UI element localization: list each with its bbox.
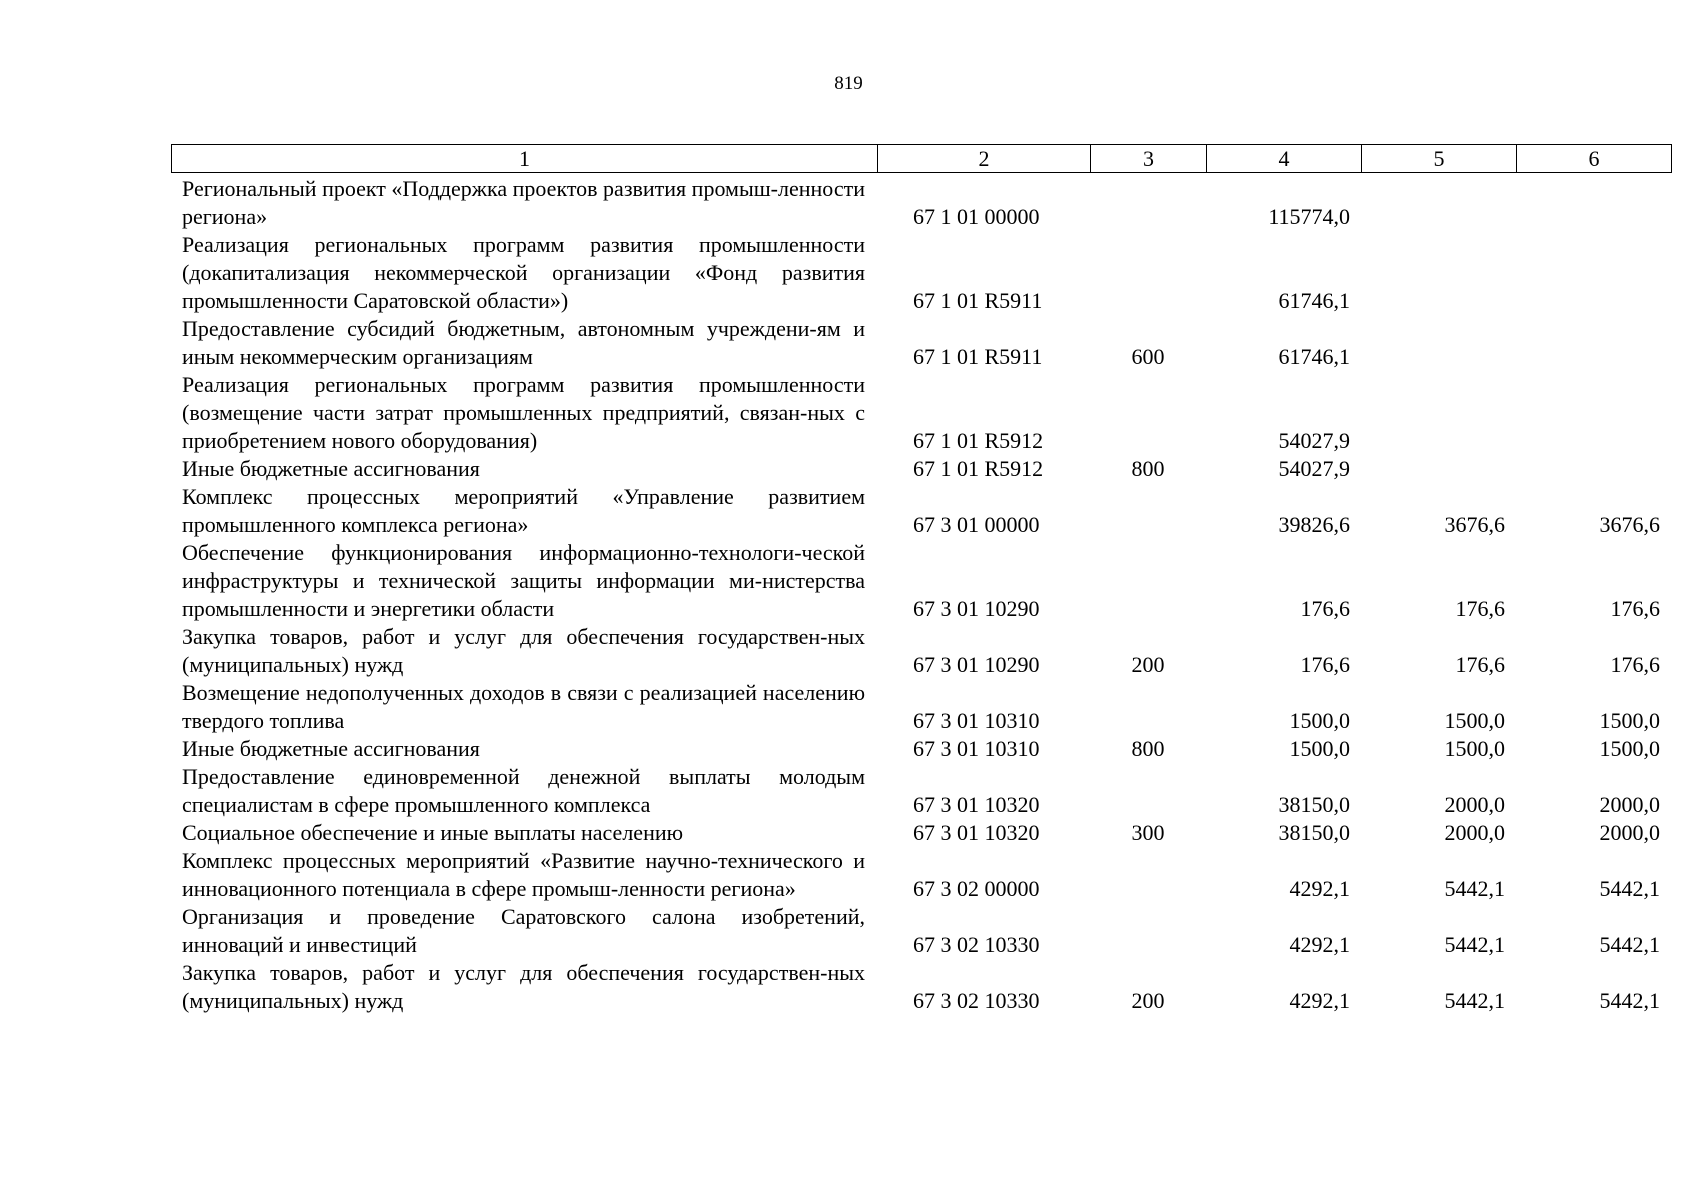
target-code: 67 3 01 10290 [913, 652, 1040, 677]
expense-type: 200 [1131, 652, 1165, 677]
column-header-1: 1 [172, 145, 878, 173]
table-row [171, 847, 1671, 903]
amount-col5: 5442,1 [1444, 876, 1505, 901]
amount-col4: 1500,0 [1289, 708, 1350, 733]
column-header-5: 5 [1362, 145, 1517, 173]
target-code: 67 1 01 R5912 [913, 456, 1044, 481]
expense-type [1090, 539, 1206, 623]
item-name: Организация и проведение Саратовского салона изобретений, инноваций и инвестиций [182, 904, 865, 957]
column-header-4: 4 [1207, 145, 1362, 173]
target-code: 67 3 01 00000 [913, 512, 1040, 537]
amount-col6: 176,6 [1610, 596, 1660, 621]
amount-col4: 176,6 [1300, 596, 1350, 621]
amount-col5: 5442,1 [1444, 988, 1505, 1013]
table-row [171, 371, 1671, 455]
item-name: Закупка товаров, работ и услуг для обеспечения государствен-ных (муниципальных) нужд [182, 960, 865, 1013]
amount-col6: 5442,1 [1599, 988, 1660, 1013]
expense-type: 800 [1131, 736, 1165, 761]
amount-col6: 1500,0 [1599, 736, 1660, 761]
amount-col4: 38150,0 [1278, 792, 1350, 817]
amount-col6 [1516, 315, 1671, 371]
expense-type [1090, 903, 1206, 959]
budget-table-body [171, 175, 1671, 1015]
amount-col5 [1361, 455, 1516, 483]
item-name: Социальное обеспечение и иные выплаты населению [182, 820, 684, 845]
target-code: 67 3 02 10330 [913, 988, 1040, 1013]
amount-col4: 176,6 [1300, 652, 1350, 677]
amount-col5 [1361, 231, 1516, 315]
amount-col6: 2000,0 [1599, 820, 1660, 845]
amount-col6 [1516, 231, 1671, 315]
amount-col4: 39826,6 [1278, 512, 1350, 537]
item-name: Комплекс процессных мероприятий «Развитие научно-технического и инновационного потенциала в сфере промыш-ленности региона» [182, 848, 865, 901]
item-name: Иные бюджетные ассигнования [182, 736, 480, 761]
table-row [171, 763, 1671, 819]
column-header-row [172, 145, 1672, 173]
table-row [171, 623, 1671, 679]
amount-col4: 4292,1 [1289, 932, 1350, 957]
amount-col5: 1500,0 [1444, 708, 1505, 733]
amount-col6 [1516, 371, 1671, 455]
amount-col4: 4292,1 [1289, 988, 1350, 1013]
amount-col5: 2000,0 [1444, 820, 1505, 845]
budget-table [171, 175, 1671, 1015]
amount-col5: 1500,0 [1444, 736, 1505, 761]
amount-col5: 176,6 [1455, 596, 1505, 621]
item-name: Предоставление единовременной денежной выплаты молодым специалистам в сфере промышленного комплекса [182, 764, 865, 817]
amount-col5 [1361, 315, 1516, 371]
table-row [171, 959, 1671, 1015]
expense-type [1090, 679, 1206, 735]
amount-col5: 176,6 [1455, 652, 1505, 677]
table-row [171, 679, 1671, 735]
amount-col4: 1500,0 [1289, 736, 1350, 761]
column-header-3: 3 [1091, 145, 1207, 173]
target-code: 67 3 01 10310 [913, 708, 1040, 733]
table-row [171, 819, 1671, 847]
expense-type [1090, 483, 1206, 539]
item-name: Предоставление субсидий бюджетным, автономным учреждени-ям и иным некоммерческим организациям [182, 316, 865, 369]
table-row [171, 231, 1671, 315]
column-header-table [171, 144, 1672, 173]
amount-col4: 4292,1 [1289, 876, 1350, 901]
table-row [171, 455, 1671, 483]
amount-col4: 54027,9 [1278, 428, 1350, 453]
amount-col6: 2000,0 [1599, 792, 1660, 817]
column-header-6: 6 [1517, 145, 1672, 173]
amount-col4: 38150,0 [1278, 820, 1350, 845]
target-code: 67 1 01 R5911 [913, 288, 1043, 313]
table-row [171, 903, 1671, 959]
expense-type [1090, 231, 1206, 315]
amount-col6 [1516, 455, 1671, 483]
amount-col4: 115774,0 [1268, 204, 1350, 229]
expense-type: 300 [1131, 820, 1165, 845]
expense-type [1090, 175, 1206, 231]
amount-col6: 176,6 [1610, 652, 1660, 677]
expense-type [1090, 847, 1206, 903]
amount-col5 [1361, 371, 1516, 455]
amount-col4: 61746,1 [1278, 288, 1350, 313]
table-row [171, 483, 1671, 539]
amount-col5: 2000,0 [1444, 792, 1505, 817]
expense-type: 600 [1131, 344, 1165, 369]
target-code: 67 1 01 R5911 [913, 344, 1043, 369]
item-name: Иные бюджетные ассигнования [182, 456, 480, 481]
item-name: Региональный проект «Поддержка проектов развития промыш-ленности региона» [182, 176, 865, 229]
item-name: Реализация региональных программ развития промышленности (докапитализация некоммерческой организации «Фонд развития промышленности Саратовской области») [182, 232, 865, 313]
table-row [171, 539, 1671, 623]
page-number: 819 [834, 73, 863, 94]
target-code: 67 3 02 00000 [913, 876, 1040, 901]
amount-col6: 3676,6 [1599, 512, 1660, 537]
item-name: Комплекс процессных мероприятий «Управление развитием промышленного комплекса региона» [182, 484, 865, 537]
amount-col5: 5442,1 [1444, 932, 1505, 957]
amount-col4: 61746,1 [1278, 344, 1350, 369]
amount-col5 [1361, 175, 1516, 231]
item-name: Закупка товаров, работ и услуг для обеспечения государствен-ных (муниципальных) нужд [182, 624, 865, 677]
table-row [171, 315, 1671, 371]
column-header-2: 2 [878, 145, 1091, 173]
item-name: Возмещение недополученных доходов в связи с реализацией населению твердого топлива [182, 680, 865, 733]
target-code: 67 3 01 10320 [913, 820, 1040, 845]
target-code: 67 3 02 10330 [913, 932, 1040, 957]
target-code: 67 3 01 10290 [913, 596, 1040, 621]
target-code: 67 1 01 R5912 [913, 428, 1044, 453]
amount-col4: 54027,9 [1278, 456, 1350, 481]
target-code: 67 1 01 00000 [913, 204, 1040, 229]
expense-type [1090, 763, 1206, 819]
target-code: 67 3 01 10320 [913, 792, 1040, 817]
item-name: Реализация региональных программ развития промышленности (возмещение части затрат промышленных предприятий, связан-ных с приобретением нового оборудования) [182, 372, 865, 453]
amount-col6: 1500,0 [1599, 708, 1660, 733]
expense-type: 200 [1131, 988, 1165, 1013]
table-row [171, 175, 1671, 231]
amount-col5: 3676,6 [1444, 512, 1505, 537]
amount-col6 [1516, 175, 1671, 231]
expense-type [1090, 371, 1206, 455]
expense-type: 800 [1131, 456, 1165, 481]
target-code: 67 3 01 10310 [913, 736, 1040, 761]
amount-col6: 5442,1 [1599, 932, 1660, 957]
item-name: Обеспечение функционирования информационно-технологи-ческой инфраструктуры и технической защиты информации ми-нистерства промышленности и энергетики области [182, 540, 865, 621]
amount-col6: 5442,1 [1599, 876, 1660, 901]
table-row [171, 735, 1671, 763]
